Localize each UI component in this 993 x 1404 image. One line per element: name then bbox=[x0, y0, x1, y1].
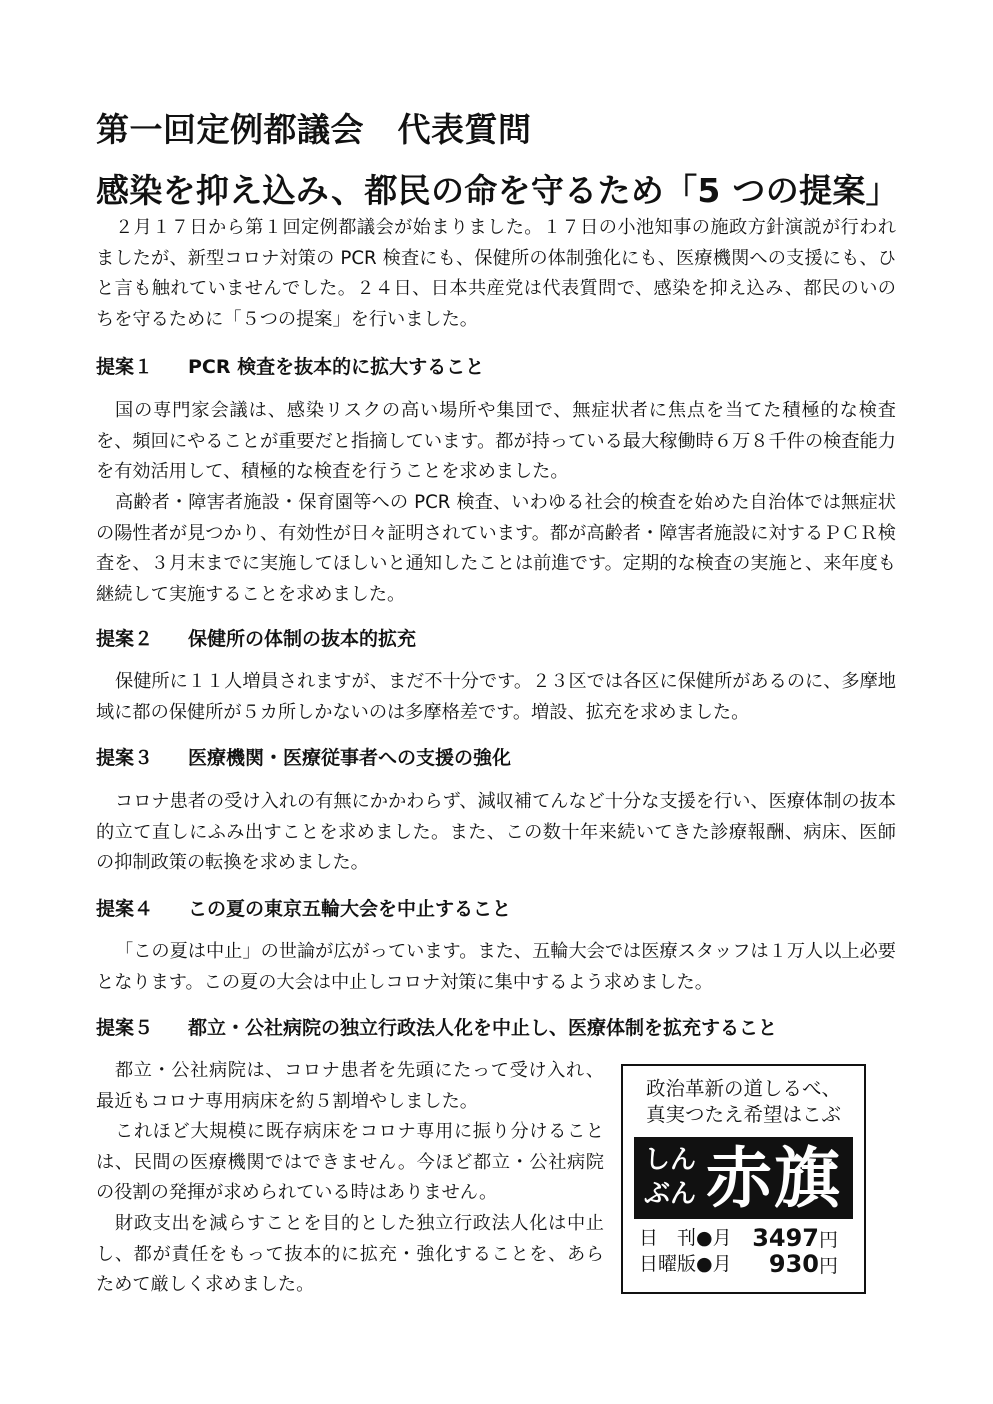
daily-price-row bbox=[639, 1226, 854, 1250]
section-title: PCR 検査を抜本的に拡大すること bbox=[188, 356, 485, 378]
akahata-logo bbox=[634, 1137, 853, 1219]
section-4-paragraph-1: 「この夏は中止」の世論が広がっています。また、五輪大会では医療スタッフは１万人以上必要となります。この夏の大会は中止しコロナ対策に集中するよう求めました。 bbox=[96, 941, 896, 993]
section-1-paragraph-2: 高齢者・障害者施設・保育園等への PCR 検査、いわゆる社会的検査を始めた自治体では無症状の陽性者が見つかり、有効性が日々証明されています。都が高齢者・障害者施設に対するＰＣＲ検査を、３月末までに実施してほしいと通知したことは前進です。定期的な検査の実施と、来年度も継続して実施することを求めました。 bbox=[96, 492, 896, 605]
sunday-price-row bbox=[639, 1252, 854, 1276]
yen-unit: 円 bbox=[818, 1229, 838, 1251]
logo-small-text-1: しん bbox=[644, 1145, 697, 1175]
section-heading-2 bbox=[96, 624, 416, 651]
section-number: 提案３ bbox=[96, 747, 154, 769]
section-number: 提案４ bbox=[96, 898, 154, 920]
section-title: 都立・公社病院の独立行政法人化を中止し、医療体制を拡充すること bbox=[188, 1017, 778, 1039]
section-1-paragraph-1: 国の専門家会議は、感染リスクの高い場所や集団で、無症状者に焦点を当てた積極的な検査を、頻回にやることが重要だと指摘しています。都が持っている最大稼働時６万８千件の検査能力を有効活用して、積極的な検査を行うことを求めました。 bbox=[96, 400, 896, 482]
section-number: 提案１ bbox=[96, 356, 154, 378]
akahata-ad-box bbox=[621, 1064, 866, 1294]
yen-unit: 円 bbox=[818, 1255, 838, 1277]
daily-price: 3497 bbox=[752, 1224, 819, 1252]
logo-small-text-2: ぶん bbox=[644, 1179, 697, 1209]
sunday-label: 日曜版●月 bbox=[639, 1253, 732, 1275]
sunday-price: 930 bbox=[768, 1250, 819, 1278]
intro-paragraph: ２月１７日から第１回定例都議会が始まりました。１７日の小池知事の施政方針演説が行われましたが、新型コロナ対策の PCR 検査にも、保健所の体制強化にも、医療機関への支援にも、ひと言も触れていませんでした。２４日、日本共産党は代表質問で、感染を抑え込み、都民のいのちを守るために「５つの提案」を行いました。 bbox=[96, 217, 896, 330]
section-3-paragraph-1: コロナ患者の受け入れの有無にかかわらず、減収補てんなど十分な支援を行い、医療体制の抜本的立て直しにふみ出すことを求めました。また、この数十年来続いてきた診療報酬、病床、医師の抑制政策の転換を求めました。 bbox=[96, 791, 896, 873]
section-5-paragraph-3: 財政支出を減らすことを目的とした独立行政法人化は中止し、都が責任をもって抜本的に拡充・強化することを、あらためて厳しく求めました。 bbox=[96, 1213, 604, 1295]
daily-label: 日 刊●月 bbox=[639, 1227, 732, 1249]
section-2-paragraph-1: 保健所に１１人増員されますが、まだ不十分です。２３区では各区に保健所があるのに、多摩地域に都の保健所が５カ所しかないのは多摩格差です。増設、拡充を求めました。 bbox=[96, 671, 896, 723]
section-number: 提案５ bbox=[96, 1017, 154, 1039]
logo-big-text: 赤旗 bbox=[706, 1139, 842, 1217]
section-title: 医療機関・医療従事者への支援の強化 bbox=[188, 747, 512, 769]
section-title: この夏の東京五輪大会を中止すること bbox=[188, 898, 512, 920]
section-number: 提案２ bbox=[96, 628, 154, 650]
section-5-paragraph-1: 都立・公社病院は、コロナ患者を先頭にたって受け入れ、最近もコロナ専用病床を約５割増やしました。 bbox=[96, 1060, 604, 1112]
page-subtitle: 感染を抑え込み、都民の命を守るため「5 つの提案」 bbox=[96, 171, 899, 210]
ad-slogan-line-1: 政治革新の道しるべ、 bbox=[645, 1077, 841, 1100]
section-heading-1 bbox=[96, 352, 484, 379]
section-heading-3 bbox=[96, 743, 511, 770]
section-heading-4 bbox=[96, 894, 511, 921]
section-heading-5 bbox=[96, 1013, 777, 1040]
section-title: 保健所の体制の抜本的拡充 bbox=[188, 628, 417, 650]
page-title: 第一回定例都議会 代表質問 bbox=[96, 110, 532, 149]
section-5-paragraph-2: これほど大規模に既存病床をコロナ専用に振り分けることは、民間の医療機関ではできません。今ほど都立・公社病院の役割の発揮が求められている時はありません。 bbox=[96, 1121, 604, 1203]
ad-slogan-line-2: 真実つたえ希望はこぶ bbox=[645, 1103, 841, 1126]
